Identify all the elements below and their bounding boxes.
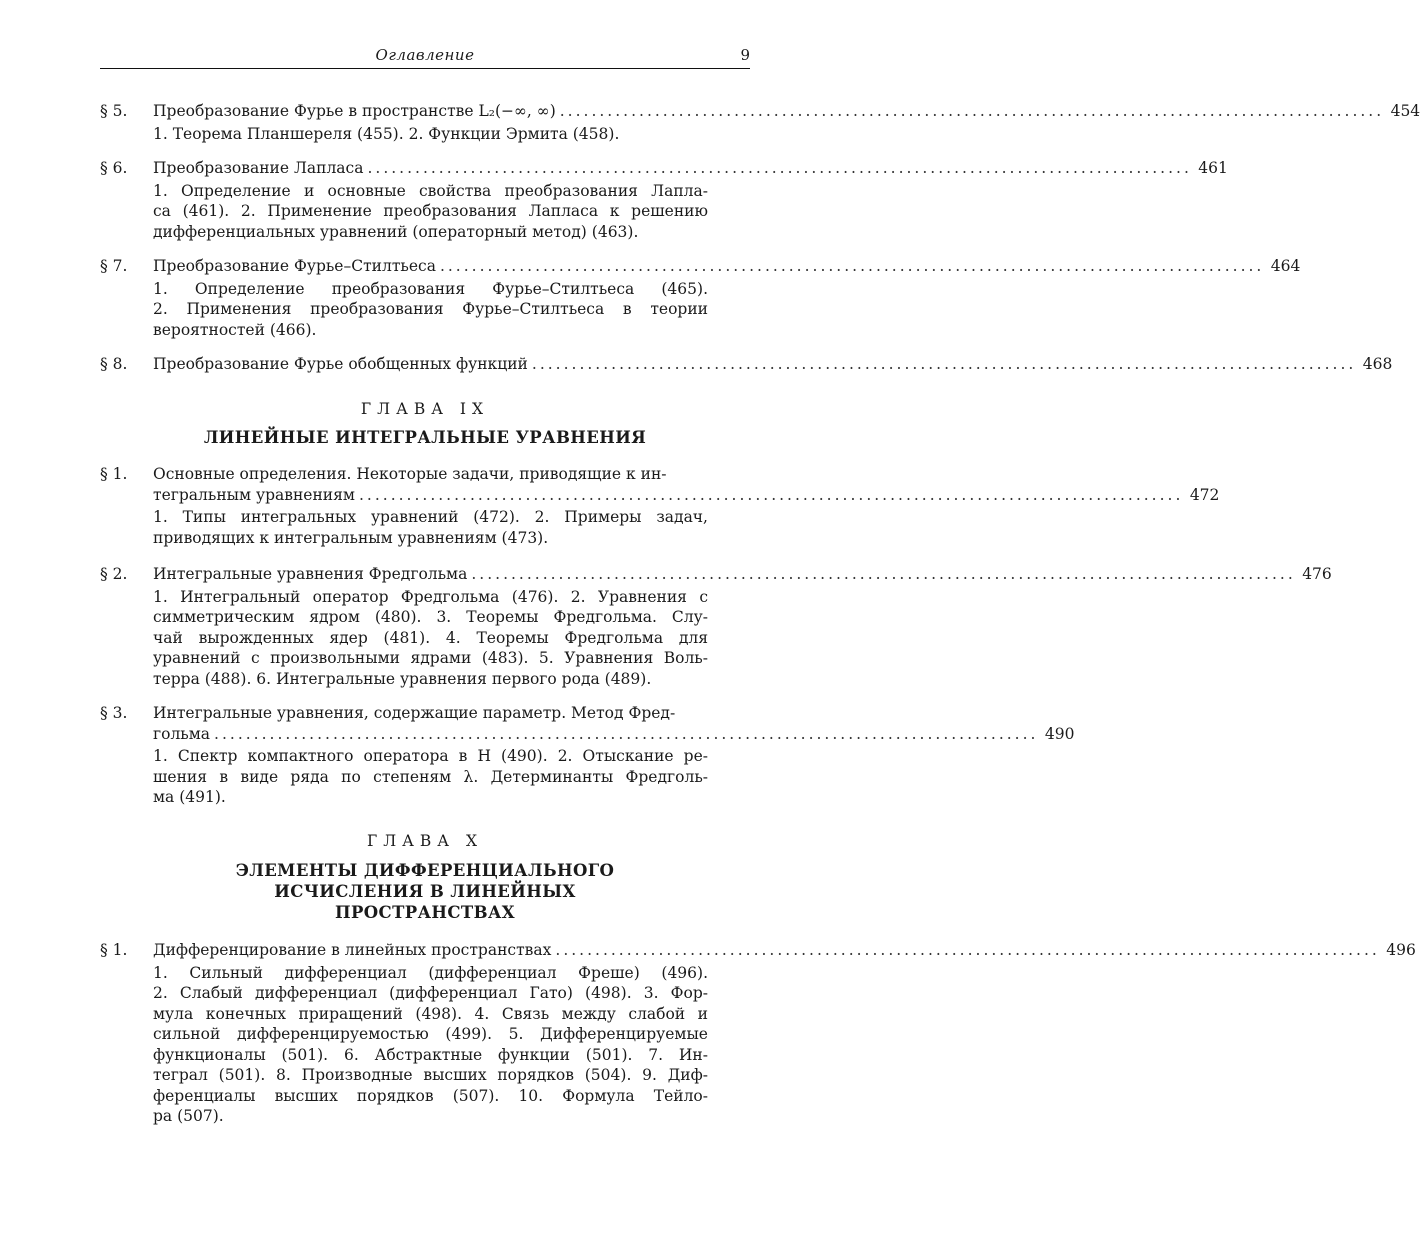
subsection-line: 1. Определение преобразования Фурье–Стилтьеса (465). <box>153 279 708 298</box>
subsection-line: 1. Спектр компактного оператора в H (490). 2. Отыскание ре- <box>153 747 708 765</box>
subsection-line: теграл (501). 8. Производные высших порядков (504). 9. Диф- <box>153 1066 708 1084</box>
subsection-line: симметрическим ядром (480). 3. Теоремы Фредгольма. Слу- <box>153 608 708 626</box>
chapter-title-line: ЭЛЕМЕНТЫ ДИФФЕРЕНЦИАЛЬНОГО <box>235 861 615 880</box>
subsection-line: 1. Теорема Планшереля (455). 2. Функции Эрмита (458). <box>153 124 620 143</box>
dot-leader: ........................................................................................................ <box>559 102 1385 120</box>
section-number: § 1. <box>100 941 128 959</box>
section-number: § 5. <box>100 102 128 120</box>
dot-leader: ........................................................................................................ <box>358 485 1184 504</box>
subsection-line: вероятностей (466). <box>153 320 317 339</box>
subsection-line: ференциалы высших порядков (507). 10. Формула Тейло- <box>153 1086 708 1105</box>
chapter-title: ЛИНЕЙНЫЕ ИНТЕГРАЛЬНЫЕ УРАВНЕНИЯ <box>203 428 647 447</box>
dot-leader: ........................................................................................................ <box>214 724 1039 743</box>
section-title: гольма <box>153 724 211 743</box>
page-number: 9 <box>740 46 750 64</box>
subsection-line: дифференциальных уравнений (операторный метод) (463). <box>153 222 639 241</box>
subsection-line: 2. Применения преобразования Фурье–Стилтьеса в теории <box>153 300 708 318</box>
subsection-list <box>153 587 708 690</box>
section-number: § 3. <box>100 704 128 722</box>
running-head <box>100 46 750 69</box>
section-title: Преобразование Фурье–Стилтьеса <box>153 257 436 275</box>
subsection-line: чай вырожденных ядер (481). 4. Теоремы Фредгольма для <box>153 628 708 647</box>
subsection-line: 1. Определение и основные свойства преобразования Лапла- <box>153 181 708 200</box>
chapter-title <box>100 860 750 923</box>
section-page: 476 <box>1302 565 1332 583</box>
section-number: § 7. <box>100 257 128 275</box>
subsection-line: 1. Интегральный оператор Фредгольма (476). 2. Уравнения с <box>153 587 708 606</box>
dot-leader: ........................................................................................................ <box>531 355 1357 373</box>
running-head-title: Оглавление <box>375 46 475 64</box>
subsection-line: са (461). 2. Применение преобразования Лапласа к решению <box>153 202 708 220</box>
subsection-list <box>153 746 708 808</box>
dot-leader: ........................................................................................................ <box>555 941 1380 959</box>
section-title-first-line: Основные определения. Некоторые задачи, приводящие к ин- <box>153 465 667 483</box>
chapter-label: ГЛАВА IX <box>360 400 490 418</box>
subsection-line: уравнений с произвольными ядрами (483). 5. Уравнения Воль- <box>153 649 708 667</box>
subsection-line: приводящих к интегральным уравнениям (473). <box>153 528 549 547</box>
dot-leader: ........................................................................................................ <box>367 159 1192 177</box>
section-page: 468 <box>1362 355 1393 373</box>
subsection-line: 2. Слабый дифференциал (дифференциал Гато) (498). 3. Фор- <box>153 984 708 1002</box>
subsection-list <box>153 181 708 243</box>
subsection-line: шения в виде ряда по степеням λ. Детерминанты Фредголь- <box>153 767 708 786</box>
dot-leader: ........................................................................................................ <box>471 565 1296 583</box>
section-page: 454 <box>1390 102 1420 120</box>
subsection-list <box>153 279 708 341</box>
section-page: 464 <box>1270 257 1301 275</box>
subsection-line: ма (491). <box>153 788 226 806</box>
section-title: Преобразование Фурье в пространстве L₂(−∞, ∞) <box>153 102 556 120</box>
subsection-line: мула конечных приращений (498). 4. Связь между слабой и <box>153 1004 708 1023</box>
section-page: 490 <box>1044 724 1075 743</box>
section-page: 496 <box>1386 941 1416 959</box>
chapter-title-line: ПРОСТРАНСТВАХ <box>334 903 515 922</box>
section-title: Дифференцирование в линейных пространствах <box>153 941 552 959</box>
subsection-list <box>153 507 708 548</box>
section-number: § 2. <box>100 565 128 583</box>
section-title: Преобразование Фурье обобщенных функций <box>153 355 528 373</box>
subsection-list <box>153 124 708 145</box>
subsection-line: сильной дифференцируемостью (499). 5. Дифференцируемые <box>153 1025 708 1043</box>
subsection-line: терра (488). 6. Интегральные уравнения первого рода (489). <box>153 669 652 688</box>
subsection-line: функционалы (501). 6. Абстрактные функции (501). 7. Ин- <box>153 1045 708 1064</box>
subsection-line: 1. Типы интегральных уравнений (472). 2. Примеры задач, <box>153 508 708 526</box>
subsection-list <box>153 963 708 1127</box>
section-number: § 8. <box>100 355 128 373</box>
section-number: § 6. <box>100 159 128 177</box>
section-number: § 1. <box>100 465 128 483</box>
section-title: Интегральные уравнения Фредгольма <box>153 565 468 583</box>
subsection-line: 1. Сильный дифференциал (дифференциал Фреше) (496). <box>153 963 708 982</box>
section-title: тегральным уравнениям <box>153 485 355 504</box>
section-title: Преобразование Лапласа <box>153 159 364 177</box>
section-page: 472 <box>1189 485 1220 504</box>
chapter-label: ГЛАВА X <box>366 832 484 850</box>
subsection-line: ра (507). <box>153 1107 224 1125</box>
section-page: 461 <box>1198 159 1228 177</box>
section-title-first-line: Интегральные уравнения, содержащие параметр. Метод Фред- <box>153 704 676 722</box>
dot-leader: ........................................................................................................ <box>439 257 1265 275</box>
chapter-title-line: ИСЧИСЛЕНИЯ В ЛИНЕЙНЫХ <box>274 882 576 901</box>
